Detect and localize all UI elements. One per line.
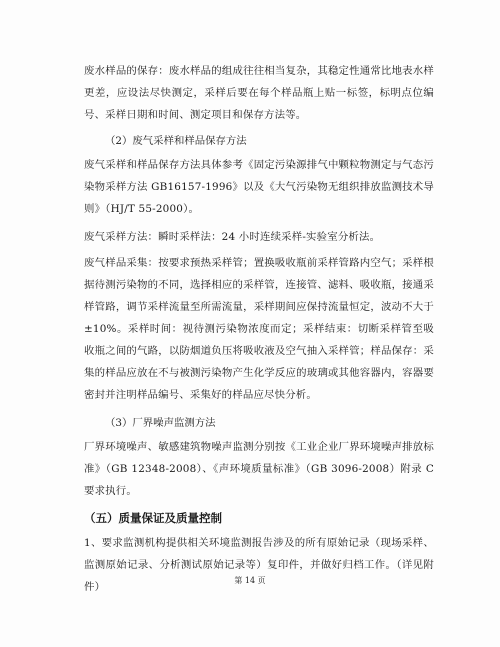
page-content — [84, 60, 434, 598]
page-number: 第 14 页 — [234, 576, 266, 585]
gas-section-heading: （2）废气采样和样品保存方法 — [105, 135, 247, 147]
quality-control-section-title: （五）质量保证及质量控制 — [84, 511, 222, 525]
gas-collection-paragraph: 废气样品采集：按要求预热采样管；置换吸收瓶前采样管路内空气；采样根据待测污染物的不同，选择相应的采样管，连接管、滤料、吸收瓶，接通采样管路，调节采样流量至所需流量，采样期间应保持流量恒定，波动不大于±10%。采样时间：视待测污染物浓度而定；采样结束：切断采样管至吸收瓶之间的气路，以防烟道负压将吸收液及空气抽入采样管；样品保存：采集的样品应放在不与被测污染物产生化学反应的玻璃或其他容器内，容器要密封并注明样品编号、采集好的样品应尽快分析。 — [84, 257, 434, 401]
qa-item-1-paragraph: 1、要求监测机构提供相关环境监测报告涉及的所有原始记录（现场采样、监测原始记录、分析测试原始记录等）复印件，并做好归档工作。（详见附件） — [84, 537, 434, 593]
water-storage-paragraph: 废水样品的保存：废水样品的组成往往相当复杂，其稳定性通常比地表水样更差，应设法尽快测定，采样后要在每个样品瓶上贴一标签，标明点位编号、采样日期和时间、测定项目和保存方法等。 — [84, 65, 434, 121]
noise-section-heading: （3）厂界噪声监测方法 — [105, 417, 216, 429]
noise-method-paragraph: 厂界环境噪声、敏感建筑物噪声监测分别按《工业企业厂界环境噪声排放标准》（GB 12348-2008）、《声环境质量标准》（GB 3096-2008）附录 C 要求执行。 — [84, 441, 434, 497]
gas-method-paragraph: 废气采样方法：瞬时采样法：24 小时连续采样-实验室分析法。 — [84, 231, 381, 243]
gas-reference-paragraph: 废气采样和样品保存方法具体参考《固定污染源排气中颗粒物测定与气态污染物采样方法 GB16157-1996》以及《大气污染物无组织排放监测技术导则》（HJ/T 55-2000）。 — [84, 159, 434, 215]
